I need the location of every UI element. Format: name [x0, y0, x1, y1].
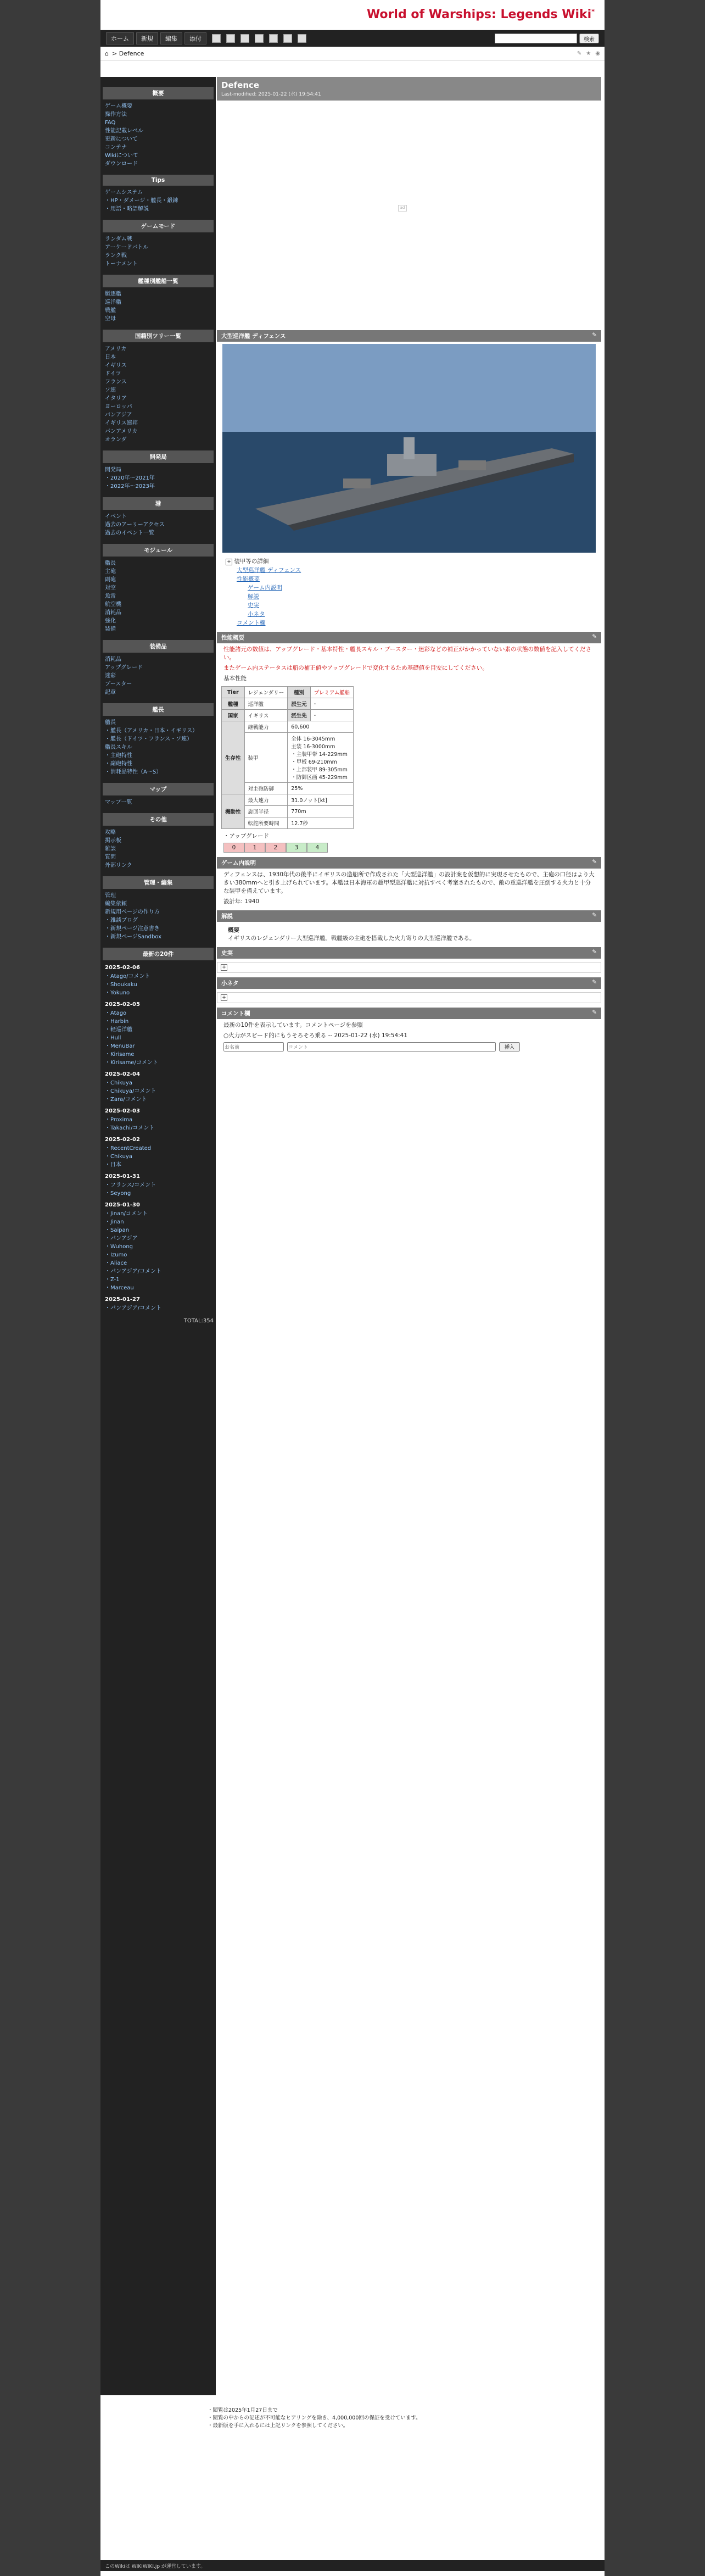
side-nation-item[interactable]: 日本 [105, 354, 116, 360]
side-head-overview: 概要 [103, 87, 214, 99]
recent-item[interactable]: ・Chikuya [105, 1154, 132, 1160]
comment-form [223, 1042, 595, 1051]
toc-item[interactable]: 大型巡洋艦 ディフェンス [237, 567, 301, 574]
side-edit-item[interactable]: ・雑談ブログ [105, 917, 138, 923]
section-ship-title: 大型巡洋艦 ディフェンス [221, 333, 286, 340]
recent-item[interactable]: ・Z-1 [105, 1277, 120, 1283]
commentary [228, 926, 590, 943]
side-tips-list [103, 188, 214, 213]
search-input[interactable] [495, 34, 577, 43]
side-other-item[interactable]: 掲示板 [105, 838, 121, 844]
recent-date: 2025-02-05 [105, 1002, 140, 1008]
side-edit-item[interactable]: 管理 [105, 893, 116, 899]
site-logo[interactable] [367, 8, 595, 21]
recent-item[interactable]: ・パンアジア/コメント [105, 1268, 161, 1275]
side-edit-item[interactable]: ・新規ページSandbox [105, 934, 162, 940]
side-nation-item[interactable]: ヨーロッパ [105, 404, 132, 410]
side-nation-item[interactable]: アメリカ [105, 346, 127, 352]
recent-item[interactable]: ・RecentCreated [105, 1145, 152, 1151]
slot: 1 [244, 843, 265, 853]
side-edit-item[interactable]: ・新規ページ注意書き [105, 926, 160, 932]
side-ships-item[interactable]: 戦艦 [105, 308, 116, 314]
side-dev-item[interactable]: ・2022年〜2023年 [105, 483, 155, 489]
edit-icon[interactable]: ✎ [592, 912, 597, 919]
side-module-item[interactable]: 魚雷 [105, 593, 116, 599]
comment-note: 最新の10件を表示しています。コメントページを参照 [223, 1022, 363, 1028]
side-module-item[interactable]: 主砲 [105, 569, 116, 575]
side-nation-item[interactable]: ドイツ [105, 371, 121, 377]
side-other-item[interactable]: 攻略 [105, 830, 116, 836]
history-fold[interactable] [217, 962, 601, 973]
side-overview-list [103, 102, 214, 168]
armor-line: ・上部装甲 89-305mm [291, 767, 348, 773]
side-captain-item[interactable]: ・主砲特性 [105, 753, 132, 759]
side-enh-item[interactable]: 消耗品 [105, 656, 121, 663]
ship-illustration [222, 344, 596, 553]
side-head-map: マップ [103, 783, 214, 795]
warning-1: 性能諸元の数値は、アップグレード・基本特性・艦長スキル・ブースター・迷彩などの補正がかかっていない素の状態の数値を記入してください。 [223, 646, 592, 661]
recent-item[interactable]: ・Kirisame [105, 1051, 135, 1058]
side-edit-item[interactable]: 編集依頼 [105, 901, 127, 907]
recent-item[interactable]: ・Proxima [105, 1117, 133, 1123]
side-captain-item[interactable]: ・艦長（アメリカ・日本・イギリス） [105, 728, 198, 734]
side-head-event: 港 [103, 497, 214, 510]
side-other-item[interactable]: 雑談 [105, 846, 116, 852]
slot: 4 [307, 843, 328, 853]
toc-item[interactable]: 性能概要 [237, 576, 260, 582]
armor-line: ・防御区画 45-229mm [291, 775, 348, 781]
footer-line: ・閲覧の中からの記述が不可能なヒアリングを除き、4,000,000回の保証を受けています。 [208, 2415, 421, 2421]
recent-item[interactable]: ・パンアジア [105, 1236, 138, 1242]
side-captain-item[interactable]: 艦長スキル [105, 744, 132, 750]
spec-table: Tier レジェンダリー 種別 プレミアム艦船 艦種 巡洋艦 派生元 - 国家 イギリス 派生先 - 生存性 継戦能力 60,600 装甲 全体 16-3045mm 主装 16-3000mm ・主装甲帯 14-229mm ・甲板 69-210mm ・上部装甲 89-305mm ・防御区画 45-229mm 対主砲防御 25% 機動性 最大速力 31.0ノット[kt] 旋回半径 770m 転舵所要時間 12.7秒 [221, 686, 354, 829]
side-event-list [103, 513, 214, 537]
recent-item[interactable]: ・Yokuno [105, 990, 130, 996]
recent-item[interactable]: ・Aliace [105, 1260, 127, 1266]
recent-date: 2025-01-27 [105, 1297, 140, 1303]
table-of-contents [226, 557, 592, 627]
side-mode-item[interactable]: トーナメント [105, 261, 138, 267]
side-map-list [103, 798, 214, 806]
upgrade-slots [223, 843, 595, 853]
site-header [100, 0, 605, 30]
side-head-recent: 最新の20件 [103, 948, 214, 960]
side-mode-list [103, 235, 214, 268]
submit-button[interactable]: 挿入 [499, 1042, 520, 1051]
game-desc: ディフェンスは、1930年代の後半にイギリスの造船所で作成された「大型巡洋艦」の設計案を仮想的に実現させたもので、主砲の口径はより大きい380mmへと引き上げられています。本艦は日本海軍の超甲型巡洋艦に対抗すべく考案されたもので、敵の重巡洋艦を圧倒する火力と十分な装甲を備えています。 [223, 871, 595, 894]
slot: 3 [286, 843, 307, 853]
side-tips-item[interactable]: ・用語・略語解説 [105, 206, 149, 212]
side-nation-list [103, 345, 214, 444]
section-game: ゲーム内説明 ✎ [217, 857, 601, 869]
bookmark-icon[interactable]: ★ [586, 51, 591, 57]
footer-line: ・閲覧は2025年1月27日まで [208, 2407, 278, 2413]
side-ships-item[interactable]: 巡洋艦 [105, 299, 121, 305]
side-module-item[interactable]: 装備 [105, 626, 116, 632]
recent-item[interactable]: ・Jinan [105, 1219, 124, 1225]
recent-item[interactable]: ・パンアジア/コメント [105, 1305, 161, 1311]
side-nation-item[interactable]: パンアジア [105, 412, 132, 418]
toolbar-edit[interactable]: 編集 [160, 32, 182, 44]
hp-value: 60,600 [288, 721, 354, 733]
visit-counter: TOTAL:354 [183, 1318, 214, 1324]
side-other-list [103, 828, 214, 870]
side-module-item[interactable]: 副砲 [105, 577, 116, 583]
search-box [495, 34, 599, 43]
page-icon[interactable] [212, 34, 221, 43]
side-captain-item[interactable]: ・副砲特性 [105, 761, 132, 767]
recent-item[interactable]: ・Wuhong [105, 1244, 133, 1250]
side-ships-list [103, 290, 214, 323]
side-module-item[interactable]: 消耗品 [105, 610, 121, 616]
side-overview-item[interactable]: コンテナ [105, 144, 127, 151]
edit-icon[interactable]: ✎ [592, 332, 597, 338]
recent-icon[interactable] [283, 34, 292, 43]
edit-icon[interactable]: ✎ [592, 949, 597, 955]
plus-icon[interactable]: + [226, 559, 232, 565]
armor-list [288, 733, 354, 783]
logo-title: World of Warships: Legends Wiki [366, 8, 592, 21]
side-head-module: モジュール [103, 544, 214, 557]
side-other-item[interactable]: 質問 [105, 854, 116, 860]
side-dev-list [103, 466, 214, 491]
toolbar [100, 30, 605, 47]
upgrade-label: ・アップグレード [223, 833, 269, 839]
side-head-enh: 装備品 [103, 640, 214, 653]
armor-line: 主装 16-3000mm [291, 744, 335, 750]
bottom-text: このWikiは WIKIWIKI.jp が運営しています。 [105, 2563, 206, 2569]
recent-item[interactable]: ・日本 [105, 1162, 121, 1168]
armor-line: ・甲板 69-210mm [291, 759, 337, 765]
recent-item[interactable]: ・MenuBar [105, 1043, 135, 1049]
recent-item[interactable]: ・Zara/コメント [105, 1097, 147, 1103]
recent-item[interactable]: ・Shoukaku [105, 982, 137, 988]
search-button[interactable]: 検索 [579, 34, 599, 43]
armor-line: 全体 16-3045mm [291, 736, 335, 742]
side-enh-list [103, 655, 214, 697]
summary-title: 概要 [228, 927, 239, 933]
recent-item[interactable]: ・軽巡洋艦 [105, 1027, 132, 1033]
side-captain-item[interactable]: ・消耗品特性（A〜S） [105, 769, 162, 775]
toc-item[interactable]: ゲーム内説明 [248, 585, 282, 591]
side-ships-item[interactable]: 駆逐艦 [105, 291, 121, 297]
side-head-tips: Tips [103, 175, 214, 186]
side-map-item[interactable]: マップ一覧 [105, 799, 132, 805]
name-input[interactable] [223, 1042, 284, 1051]
recent-item[interactable]: ・Atago/コメント [105, 973, 150, 980]
bottom-bar [100, 2560, 605, 2571]
ad-marker-icon: ad [398, 205, 407, 212]
recent-date: 2025-01-31 [105, 1173, 140, 1179]
side-nation-item[interactable]: オランダ [105, 437, 127, 443]
side-tips-item[interactable]: ・HP・ダメージ・艦長・鍛錬 [105, 198, 178, 204]
side-overview-item[interactable]: Wikiについて [105, 153, 138, 159]
list-icon[interactable] [269, 34, 278, 43]
side-nation-item[interactable]: パンアメリカ [105, 429, 138, 435]
side-captain-list [103, 719, 214, 776]
side-edit-item[interactable]: 新規用ページの作り方 [105, 909, 160, 915]
comment-input[interactable] [287, 1042, 496, 1051]
side-head-edit: 管理・編集 [103, 876, 214, 889]
side-module-item[interactable]: 強化 [105, 618, 116, 624]
recent-item[interactable]: ・Seyong [105, 1190, 131, 1197]
recent-date: 2025-01-30 [105, 1202, 140, 1208]
side-module-list [103, 559, 214, 633]
armor-line: ・主装甲帯 14-229mm [291, 752, 348, 758]
side-dev-item[interactable]: ・2020年〜2021年 [105, 475, 155, 481]
recent-item[interactable]: ・Chikuya/コメント [105, 1088, 156, 1094]
toolbar-new[interactable]: 新規 [136, 32, 158, 44]
side-module-item[interactable]: 航空機 [105, 602, 121, 608]
side-event-item[interactable]: 過去のイベント一覧 [105, 530, 154, 536]
side-overview-item[interactable]: 性能記載レベル [105, 128, 143, 134]
side-ships-item[interactable]: 空母 [105, 316, 116, 322]
page-tools [577, 51, 600, 57]
help-icon[interactable] [298, 34, 306, 43]
page-title-box [217, 77, 601, 101]
footer-notes [201, 2403, 705, 2433]
recent-item[interactable]: ・Chikuya [105, 1080, 132, 1086]
diff-icon[interactable] [240, 34, 249, 43]
toc-item[interactable]: 解説 [248, 593, 259, 600]
speed-value: 31.0ノット[kt] [288, 794, 354, 806]
side-enh-item[interactable]: アップグレード [105, 665, 143, 671]
side-enh-item[interactable]: 記章 [105, 689, 116, 696]
side-recent-list [103, 964, 214, 1312]
edit-icon[interactable]: ✎ [592, 979, 597, 986]
last-modified: Last-modified: 2025-01-22 (水) 19:54:41 [221, 92, 321, 97]
share-icon[interactable]: ✎ [577, 51, 582, 57]
side-event-item[interactable]: イベント [105, 514, 127, 520]
footer-line: ・最新版を手に入れるには上記リンクを参照してください。 [208, 2423, 349, 2429]
side-captain-item[interactable]: ・艦長（ドイツ・フランス・ソ連） [105, 736, 193, 742]
recent-item[interactable]: ・フランス/コメント [105, 1182, 156, 1188]
side-nation-item[interactable]: イギリス [105, 363, 127, 369]
breadcrumb-bar [100, 47, 605, 61]
visit-icon[interactable]: ◉ [595, 51, 600, 57]
recent-item[interactable]: ・Saipan [105, 1227, 130, 1233]
side-overview-item[interactable]: 更新について [105, 136, 138, 142]
side-event-item[interactable]: 過去のアーリーアクセス [105, 522, 165, 528]
toolbar-attach[interactable]: 添付 [184, 32, 206, 44]
side-tips-item[interactable]: ゲームシステム [105, 190, 143, 196]
plus-icon[interactable]: + [221, 964, 227, 971]
sidebar [100, 77, 216, 2395]
section-history: 史実 ✎ [217, 947, 601, 959]
section-trivia: 小ネタ ✎ [217, 977, 601, 989]
side-nation-item[interactable]: イタリア [105, 396, 127, 402]
breadcrumb[interactable]: > Defence [111, 50, 144, 57]
side-head-mode: ゲームモード [103, 220, 214, 232]
recent-item[interactable]: ・Hull [105, 1035, 121, 1041]
recent-item[interactable]: ・Jinan/コメント [105, 1211, 148, 1217]
toc-item[interactable]: コメント欄 [237, 620, 266, 626]
comment-line: ○火力がスピード的にもうそろそろ乗る -- 2025-01-22 (水) 19:54:41 [223, 1032, 408, 1039]
warning-2: またゲーム内ステータスは船の補正値やアップグレードで変化するため基礎値を目安にしてください。 [223, 665, 488, 671]
side-module-item[interactable]: 対空 [105, 585, 116, 591]
recent-item[interactable]: ・Harbin [105, 1019, 129, 1025]
recent-item[interactable]: ・Takachi/コメント [105, 1125, 155, 1131]
recent-date: 2025-02-03 [105, 1108, 140, 1114]
side-nation-item[interactable]: ソ連 [105, 387, 116, 393]
recent-item[interactable]: ・Marceau [105, 1285, 134, 1291]
side-mode-item[interactable]: ランク戦 [105, 253, 127, 259]
recent-date: 2025-02-04 [105, 1071, 140, 1077]
main-content [217, 77, 601, 1054]
page-title: Defence [221, 80, 260, 90]
recent-item[interactable]: ・Kirisame/コメント [105, 1060, 158, 1066]
ad-space [217, 101, 601, 326]
recent-date: 2025-02-06 [105, 965, 140, 971]
side-head-dev: 開発局 [103, 450, 214, 463]
toc-item[interactable]: 史実 [248, 602, 259, 609]
side-mode-item[interactable]: ランダム戦 [105, 236, 132, 242]
section-perf: 性能概要 ✎ [217, 632, 601, 643]
side-mode-item[interactable]: アーケードバトル [105, 244, 149, 251]
page-frame [100, 0, 605, 2576]
side-head-other: その他 [103, 813, 214, 826]
side-enh-item[interactable]: ブースター [105, 681, 132, 687]
section-ship [217, 330, 601, 342]
toc-item[interactable]: + 装甲等の詳細 [226, 557, 592, 566]
side-overview-item[interactable]: ゲーム概要 [105, 103, 132, 109]
plus-icon[interactable]: + [221, 994, 227, 1001]
section-comments: コメント欄 ✎ [217, 1008, 601, 1019]
toc-item[interactable]: 小ネタ [248, 611, 265, 617]
home-icon[interactable]: ⌂ [105, 50, 109, 57]
side-other-item[interactable]: 外部リンク [105, 863, 132, 869]
summary-text: イギリスのレジェンダリー大型巡洋艦。戦艦級の主砲を搭載した火力寄りの大型巡洋艦である。 [228, 935, 475, 942]
recent-item[interactable]: ・Izumo [105, 1252, 127, 1258]
section-commentary: 解説 ✎ [217, 910, 601, 922]
side-nation-item[interactable]: イギリス連邦 [105, 420, 138, 426]
side-overview-item[interactable]: ダウンロード [105, 161, 138, 167]
slot: 0 [223, 843, 244, 853]
side-module-item[interactable]: 艦長 [105, 560, 116, 566]
side-overview-item[interactable]: FAQ [105, 120, 116, 126]
copy-icon[interactable] [226, 34, 235, 43]
game-year: 設計年: 1940 [223, 898, 260, 905]
side-head-captain: 艦長 [103, 703, 214, 716]
basic-label: 基本性能 [223, 675, 247, 682]
side-head-ships: 艦種別艦船一覧 [103, 275, 214, 287]
side-head-nation: 国籍別ツリー一覧 [103, 330, 214, 342]
slot: 2 [265, 843, 286, 853]
edit-icon[interactable]: ✎ [592, 859, 597, 865]
side-overview-item[interactable]: 操作方法 [105, 112, 127, 118]
side-edit-list [103, 892, 214, 941]
edit-icon[interactable]: ✎ [592, 633, 597, 640]
ship-image [222, 344, 596, 553]
recent-date: 2025-02-02 [105, 1137, 140, 1143]
side-nation-item[interactable]: フランス [105, 379, 127, 385]
side-enh-item[interactable]: 迷彩 [105, 673, 116, 679]
edit-icon[interactable]: ✎ [592, 1009, 597, 1016]
toolbar-home[interactable]: ホーム [106, 32, 134, 44]
recent-item[interactable]: ・Atago [105, 1010, 127, 1016]
trivia-fold[interactable] [217, 992, 601, 1003]
side-captain-item[interactable]: 艦長 [105, 720, 116, 726]
side-dev-item[interactable]: 開発局 [105, 467, 121, 473]
logo-sup: * [591, 8, 595, 15]
backup-icon[interactable] [255, 34, 264, 43]
